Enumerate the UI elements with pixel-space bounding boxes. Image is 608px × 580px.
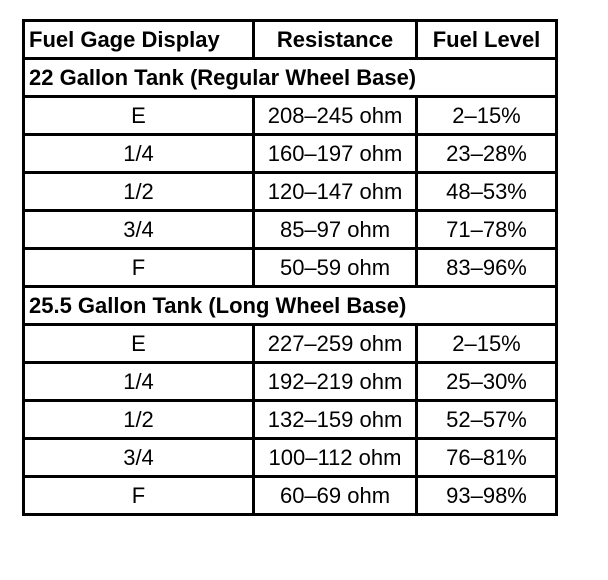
section-row [24,287,557,325]
table-row [24,439,557,477]
resistance-cell: 100–112 ohm [254,439,417,477]
fuel-level-cell: 52–57% [417,401,557,439]
display-cell: 1/2 [24,173,254,211]
section-title: 22 Gallon Tank (Regular Wheel Base) [24,59,557,97]
resistance-cell: 85–97 ohm [254,211,417,249]
fuel-level-cell: 25–30% [417,363,557,401]
fuel-level-cell: 23–28% [417,135,557,173]
header-row [24,21,557,59]
section-row [24,59,557,97]
resistance-cell: 132–159 ohm [254,401,417,439]
table-row [24,97,557,135]
resistance-cell: 192–219 ohm [254,363,417,401]
resistance-cell: 60–69 ohm [254,477,417,515]
fuel-level-cell: 2–15% [417,97,557,135]
resistance-cell: 120–147 ohm [254,173,417,211]
resistance-cell: 227–259 ohm [254,325,417,363]
display-cell: F [24,477,254,515]
fuel-level-cell: 93–98% [417,477,557,515]
display-cell: F [24,249,254,287]
fuel-level-cell: 76–81% [417,439,557,477]
table-row [24,173,557,211]
table-row [24,325,557,363]
display-cell: E [24,97,254,135]
table-row [24,477,557,515]
table-row [24,363,557,401]
resistance-cell: 50–59 ohm [254,249,417,287]
table-row [24,249,557,287]
fuel-level-cell: 48–53% [417,173,557,211]
display-cell: 1/4 [24,363,254,401]
fuel-level-cell: 2–15% [417,325,557,363]
display-cell: 3/4 [24,439,254,477]
section-title: 25.5 Gallon Tank (Long Wheel Base) [24,287,557,325]
header-display: Fuel Gage Display [24,21,254,59]
fuel-gage-table [22,19,558,516]
table-row [24,401,557,439]
header-fuel-level: Fuel Level [417,21,557,59]
table-row [24,211,557,249]
display-cell: E [24,325,254,363]
resistance-cell: 208–245 ohm [254,97,417,135]
header-resistance: Resistance [254,21,417,59]
resistance-cell: 160–197 ohm [254,135,417,173]
display-cell: 1/2 [24,401,254,439]
fuel-level-cell: 83–96% [417,249,557,287]
table-row [24,135,557,173]
display-cell: 1/4 [24,135,254,173]
fuel-level-cell: 71–78% [417,211,557,249]
display-cell: 3/4 [24,211,254,249]
